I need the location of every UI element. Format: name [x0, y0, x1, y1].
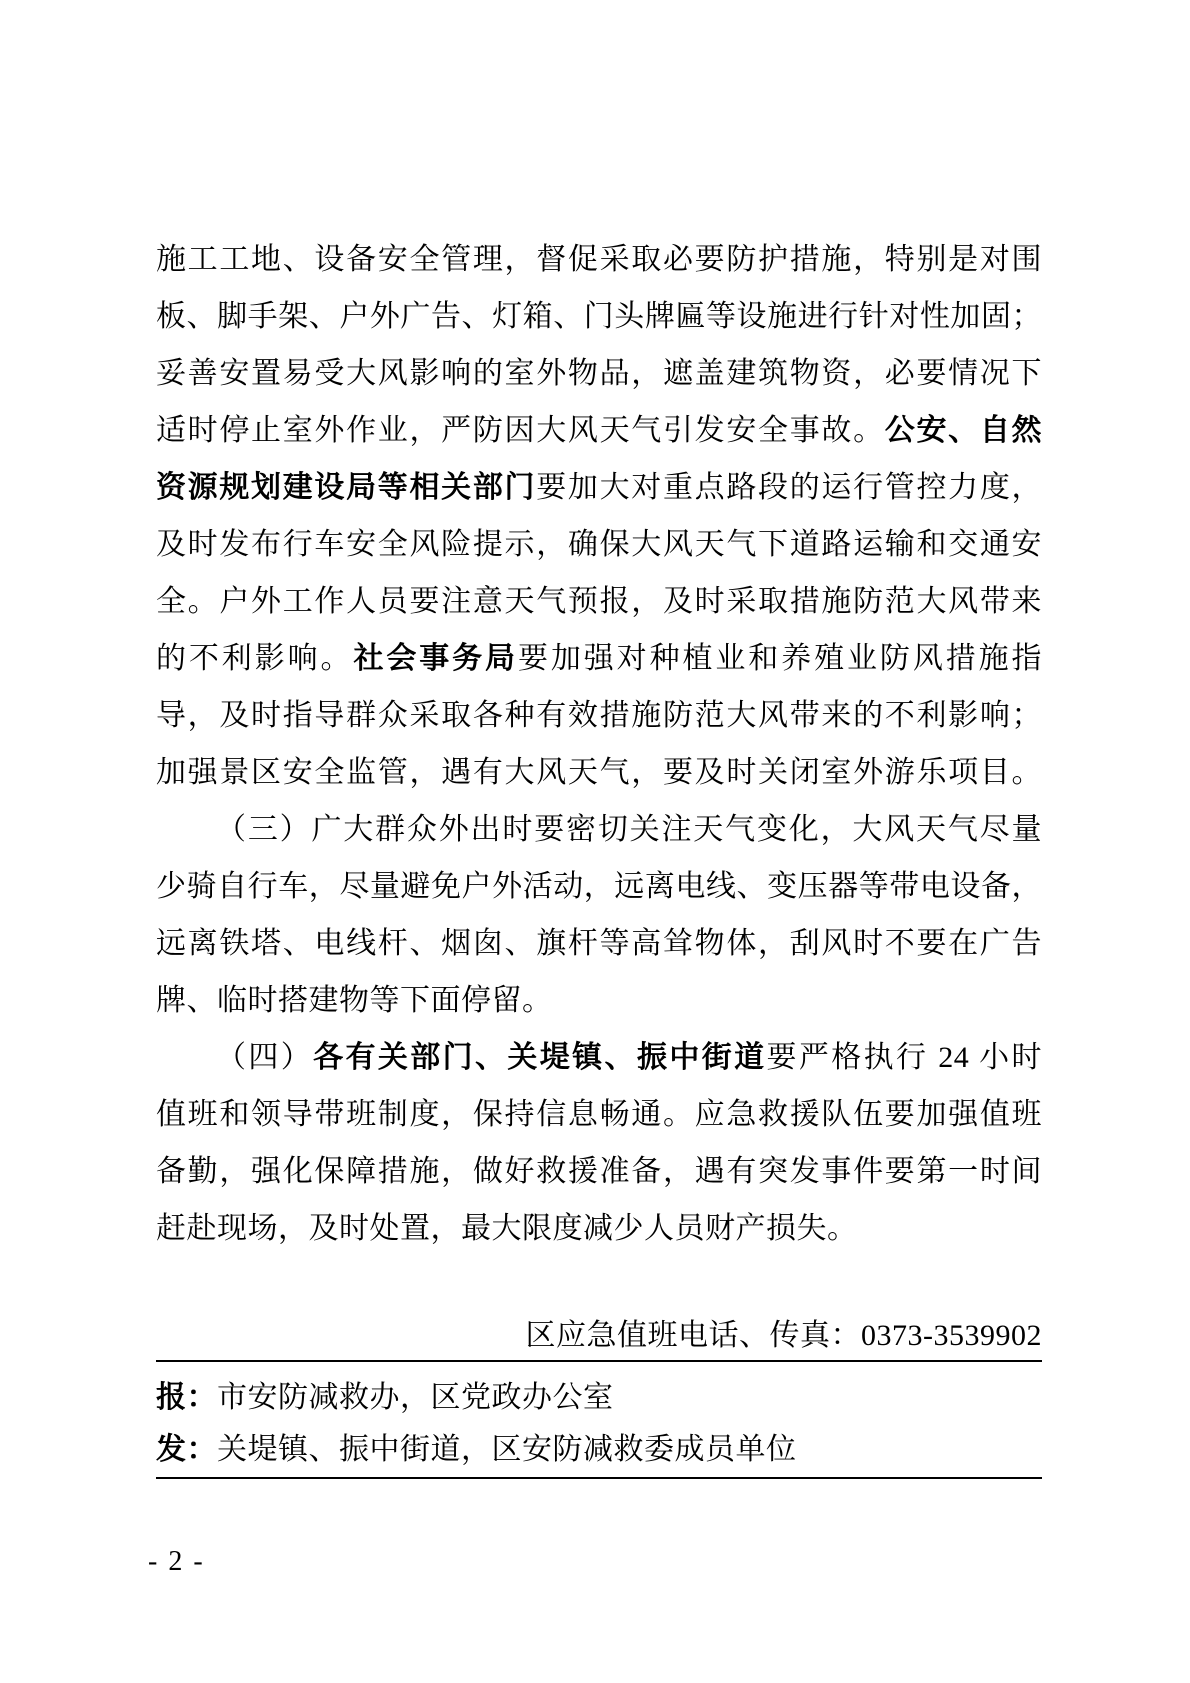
body-text: （三）广大群众外出时要密切关注天气变化，大风天气尽量: [216, 813, 1042, 846]
emphasis-text: 资源规划建设局等相关部门: [156, 471, 537, 504]
separator-rule-top: [156, 1360, 1042, 1362]
body-text: 赶赴现场，及时处置，最大限度减少人员财产损失。: [156, 1212, 858, 1245]
copy-issue-label: 发：: [156, 1433, 217, 1466]
emphasis-text: 各有关部门、关堤镇、振中街道: [313, 1041, 767, 1074]
body-line: [156, 345, 1042, 402]
body-text: 加强景区安全监管，遇有大风天气，要及时关闭室外游乐项目。: [156, 756, 1042, 789]
copy-issue-line: [156, 1421, 1042, 1478]
copy-report-line: [156, 1369, 1042, 1426]
body-text: 全。户外工作人员要注意天气预报，及时采取措施防范大风带来: [156, 585, 1042, 618]
separator-rule-bottom: [156, 1477, 1042, 1479]
body-text: 牌、临时搭建物等下面停留。: [156, 984, 553, 1017]
body-text: 适时停止室外作业，严防因大风天气引发安全事故。: [156, 414, 885, 447]
body-line: [156, 1143, 1042, 1200]
body-text: 远离铁塔、电线杆、烟囱、旗杆等高耸物体，刮风时不要在广告: [156, 927, 1042, 960]
copy-report-label: 报：: [156, 1381, 217, 1414]
body-text: 要加大对重点路段的运行管控力度，: [536, 471, 1043, 504]
body-text: 及时发布行车安全风险提示，确保大风天气下道路运输和交通安: [156, 528, 1042, 561]
body-line: [156, 687, 1042, 744]
emphasis-text: 社会事务局: [353, 642, 518, 675]
copy-report-value: 市安防减救办，区党政办公室: [217, 1381, 614, 1414]
body-text: 的不利影响。: [156, 642, 354, 675]
body-text: 妥善安置易受大风影响的室外物品，遮盖建筑物资，必要情况下: [156, 357, 1042, 390]
body-line: [156, 402, 1042, 459]
page-number: - 2 -: [148, 1546, 205, 1577]
body-text: 备勤，强化保障措施，做好救援准备，遇有突发事件要第一时间: [156, 1155, 1042, 1188]
body-line: [156, 915, 1042, 972]
body-text: 要加强对种植业和养殖业防风措施指: [517, 642, 1043, 675]
body-text: 要严格执行 24 小时: [766, 1041, 1043, 1074]
body-text: （四）: [216, 1041, 314, 1074]
copy-issue-value: 关堤镇、振中街道，区安防减救委成员单位: [217, 1433, 797, 1466]
body-line: [156, 573, 1042, 630]
body-text: 板、脚手架、户外广告、灯箱、门头牌匾等设施进行针对性加固；: [156, 300, 1042, 333]
body-line: [156, 858, 1042, 915]
body-line: [156, 1200, 1042, 1257]
document-body: [156, 231, 1042, 1257]
body-line: [156, 459, 1042, 516]
emphasis-text: 公安、自然: [884, 414, 1043, 447]
body-text: 导，及时指导群众采取各种有效措施防范大风带来的不利影响；: [156, 699, 1042, 732]
body-text: 值班和领导带班制度，保持信息畅通。应急救援队伍要加强值班: [156, 1098, 1042, 1131]
body-line: [156, 516, 1042, 573]
body-line: [156, 972, 1042, 1029]
body-line: [156, 744, 1042, 801]
body-line: [156, 801, 1042, 858]
body-line: [156, 1086, 1042, 1143]
body-line: [156, 231, 1042, 288]
body-text: 少骑自行车，尽量避免户外活动，远离电线、变压器等带电设备，: [156, 870, 1042, 903]
duty-phone-line: 区应急值班电话、传真：0373-3539902: [525, 1319, 1042, 1352]
body-line: [156, 1029, 1042, 1086]
body-line: [156, 630, 1042, 687]
body-text: 施工工地、设备安全管理，督促采取必要防护措施，特别是对围: [156, 243, 1042, 276]
body-line: [156, 288, 1042, 345]
